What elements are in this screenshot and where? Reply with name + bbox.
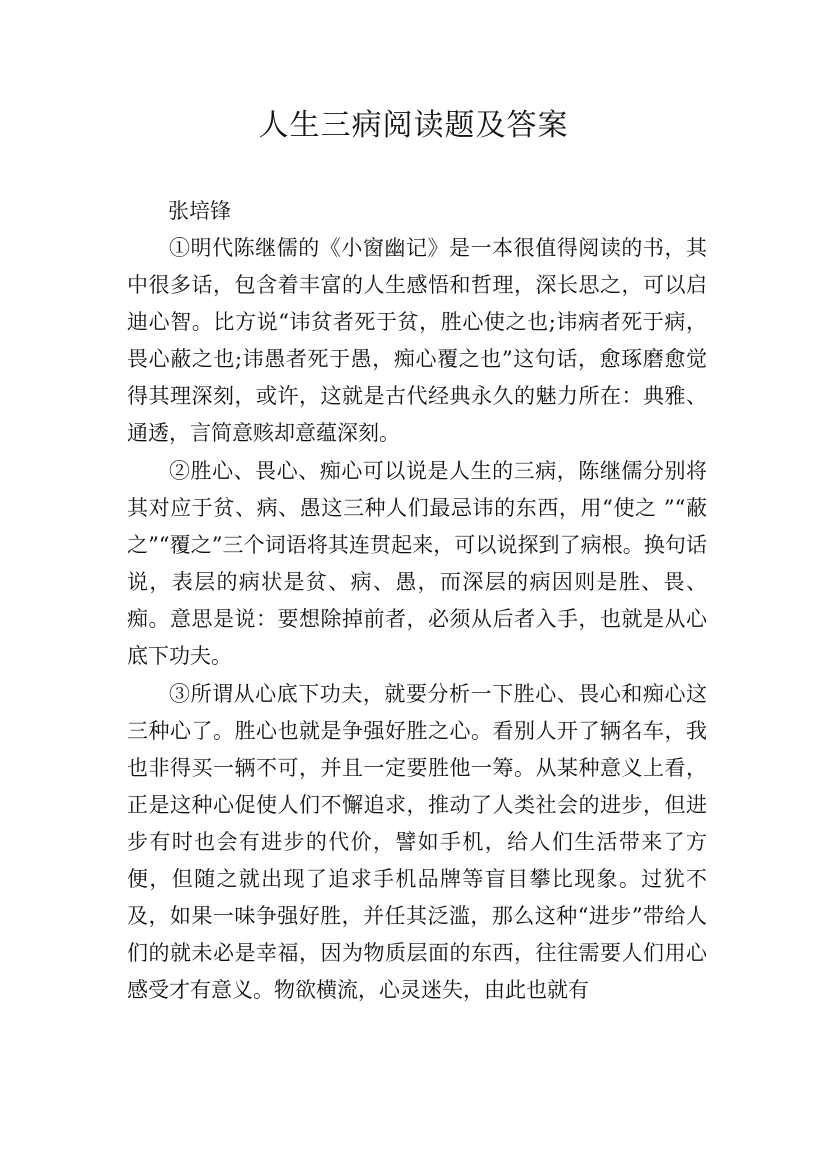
paragraph-1: ①明代陈继儒的《小窗幽记》是一本很值得阅读的书，其中很多话，包含着丰富的人生感悟和哲理，深长思之，可以启迪心智。比方说“讳贫者死于贫，胜心使之也;讳病者死于病，畏心蔽之也;讳愚者死于愚，痴心覆之也”这句话，愈琢磨愈觉得其理深刻，或许，这就是古代经典永久的魅力所在：典雅、通透，言简意赅却意蕴深刻。 (127, 236, 707, 445)
author-name: 张培锋 (168, 199, 231, 223)
paragraph-3-block (127, 676, 707, 1009)
document-title: 人生三病阅读题及答案 (258, 108, 569, 143)
paragraph-2-block (127, 453, 707, 675)
paragraph-3: ③所谓从心底下功夫，就要分析一下胜心、畏心和痴心这三种心了。胜心也就是争强好胜之心。看别人开了辆名车，我也非得买一辆不可，并且一定要胜他一筹。从某种意义上看，正是这种心促使人们不懈追求，推动了人类社会的进步，但进步有时也会有进步的代价，譬如手机，给人们生活带来了方便，但随之就出现了追求手机品牌等盲目攀比现象。过犹不及，如果一味争强好胜，并任其泛滥，那么这种“进步”带给人们的就未必是幸福，因为物质层面的东西，往往需要人们用心感受才有意义。物欲横流，心灵迷失，由此也就有 (127, 682, 707, 1002)
paragraph-1-block (127, 230, 707, 452)
paragraph-2: ②胜心、畏心、痴心可以说是人生的三病，陈继儒分别将其对应于贫、病、愚这三种人们最忌讳的东西，用“使之 ”“蔽之”“覆之”三个词语将其连贯起来，可以说探到了病根。换句话说，表层的病状是贫、病、愚，而深层的病因则是胜、畏、痴。意思是说：要想除掉前者，必须从后者入手，也就是从心底下功夫。 (127, 459, 707, 668)
